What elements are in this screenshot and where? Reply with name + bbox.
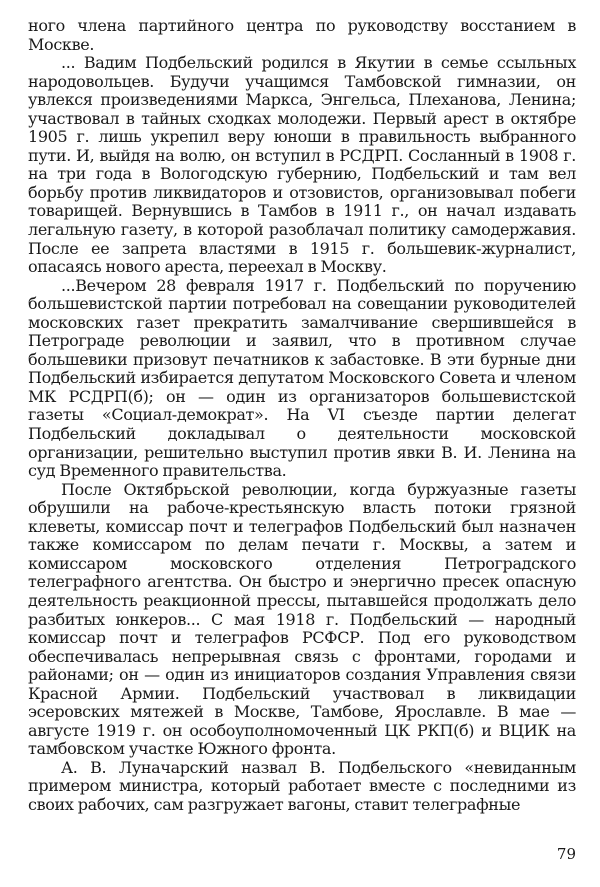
page-number: 79 <box>556 845 576 863</box>
paragraph-4: После Октябрьской революции, когда буржуазные газеты обрушили на рабоче-крестьянскую власть потоки грязной клеветы, комиссар почт и телеграфов Подбельский был назначен также комиссаром по делам печати г. Москвы, а затем и комиссаром московского отделения Петроградского телеграфного агентства. Он быстро и энергично пресек опасную деятельность реакционной прессы, пытавшейся продолжать дело разбитых юнкеров... С мая 1918 г. Подбельский — народный комиссар почт и телеграфов РСФСР. Под его руководством обеспечивалась непрерывная связь с фронтами, городами и районами; он — один из инициаторов создания Управления связи Красной Армии. Подбельский участвовал в ликвидации эсеровских мятежей в Москве, Тамбове, Ярославле. В мае — августе 1919 г. он особоуполномоченный ЦК РКП(б) и ВЦИК на тамбовском участке Южного фронта. <box>28 479 576 759</box>
paragraph-1: ного члена партийного центра по руководству восстанием в Москве. <box>28 16 576 54</box>
paragraph-5: А. В. Луначарский назвал В. Подбельского «невиданным примером министра, который работает вместе с последними из своих рабочих, сам разгружает вагоны, ставит телеграфные <box>28 757 576 814</box>
document-page <box>28 17 576 815</box>
paragraph-3: ...Вечером 28 февраля 1917 г. Подбельский по поручению большевистской партии потребовал на совещании руководителей московских газет прекратить замалчивание свершившейся в Петрограде революции и заявил, что в противном случае большевики призовут печатников к забастовке. В эти бурные дни Подбельский избирается депутатом Московского Совета и членом МК РСДРП(б); он — один из организаторов большевистской газеты «Социал-демократ». На VI съезде партии делегат Подбельский докладывал о деятельности московской организации, решительно выступил против явки В. И. Ленина на суд Временного правительства. <box>28 275 576 481</box>
paragraph-2: ... Вадим Подбельский родился в Якутии в семье ссыльных народовольцев. Будучи учащимся Тамбовской гимназии, он увлекся произведениями Маркса, Энгельса, Плеханова, Ленина; участвовал в тайных сходках молодежи. Первый арест в октябре 1905 г. лишь укрепил веру юноши в правильность выбранного пути. И, выйдя на волю, он вступил в РСДРП. Сосланный в 1908 г. на три года в Вологодскую губернию, Подбельский и там вел борьбу против ликвидаторов и отзовистов, организовывал побеги товарищей. Вернувшись в Тамбов в 1911 г., он начал издавать легальную газету, в которой разоблачал политику самодержавия. После ее запрета властями в 1915 г. большевик-журналист, опасаясь нового ареста, переехал в Москву. <box>28 53 576 277</box>
